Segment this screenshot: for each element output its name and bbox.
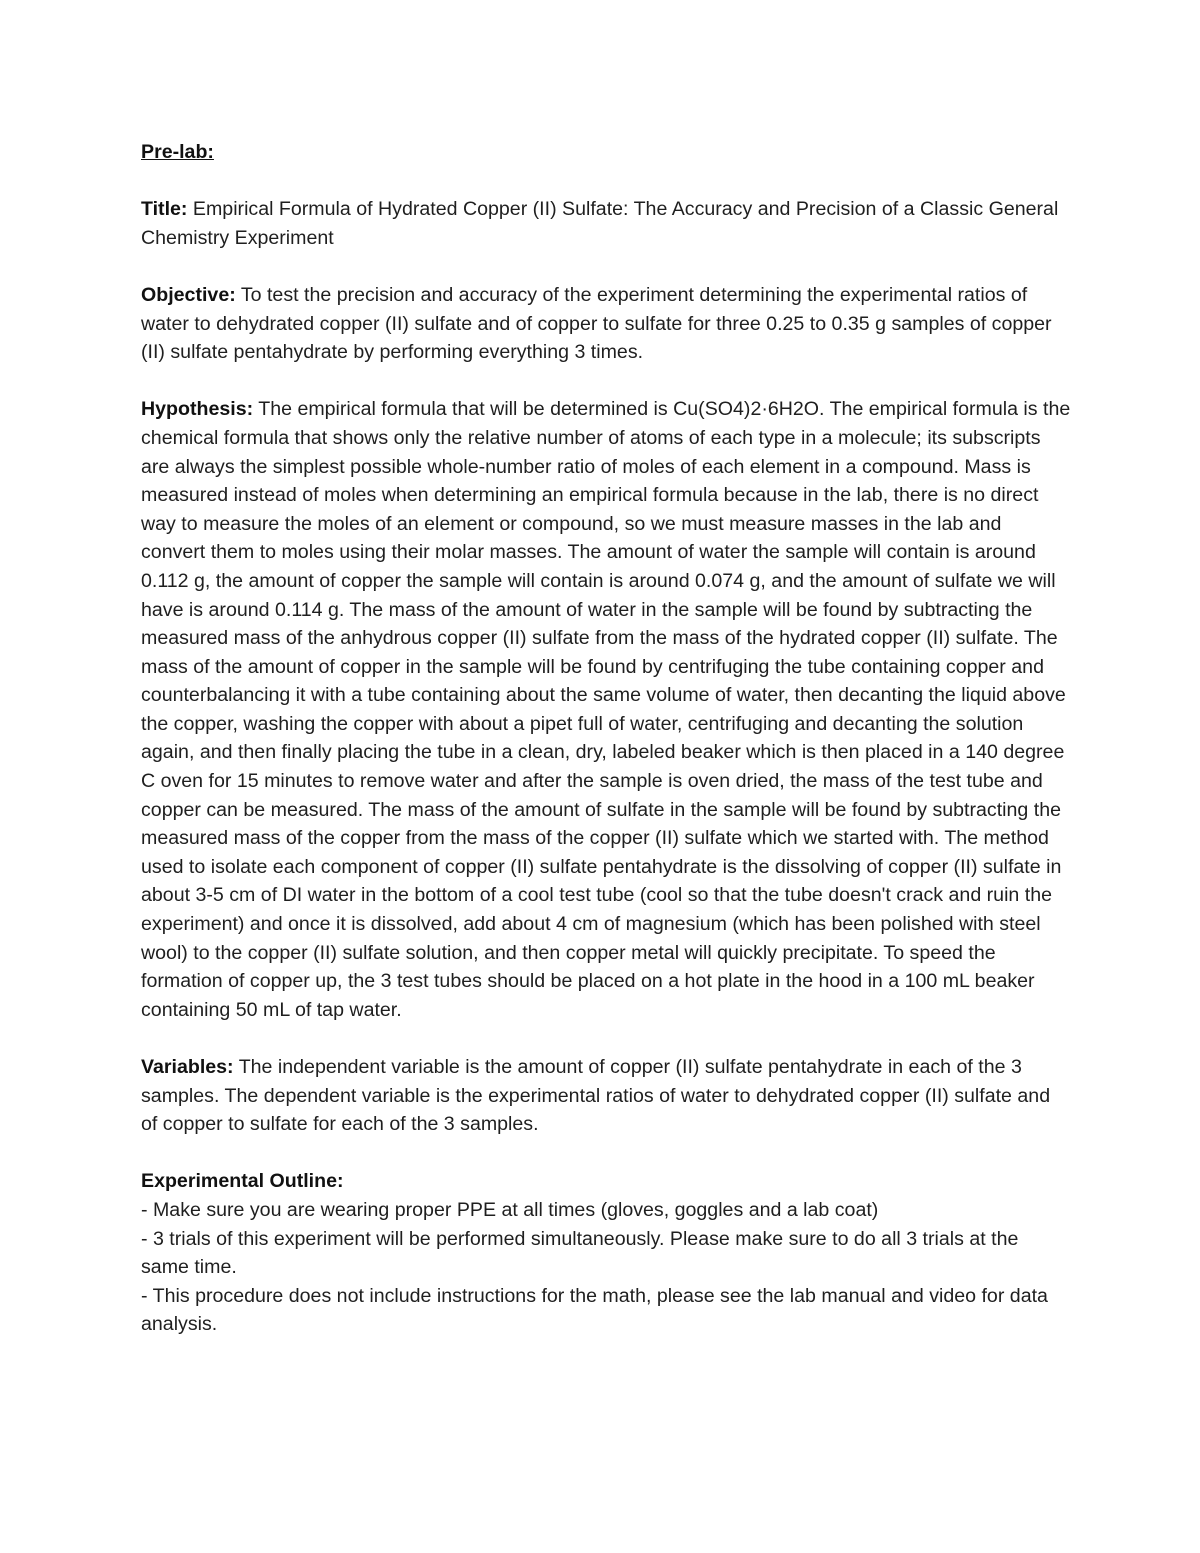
spacer [141, 1139, 1071, 1168]
objective-text: To test the precision and accuracy of the experiment determining the experimental ratios of water to dehydrated copper (II) sulfate and of copper to sulfate for three 0.25 to 0.35 g samples of copper (II) sulfate pentahydrate by performing everything 3 times. [141, 283, 1052, 364]
outline-item: - This procedure does not include instructions for the math, please see the lab manual and video for data analysis. [141, 1284, 1048, 1336]
variables-paragraph [141, 1053, 1071, 1139]
objective-label: Objective: [141, 283, 236, 306]
outline-item: - Make sure you are wearing proper PPE at all times (gloves, goggles and a lab coat) [141, 1198, 879, 1221]
spacer [141, 167, 1071, 196]
prelab-heading [141, 138, 1071, 167]
prelab-heading-text: Pre-lab: [141, 141, 214, 163]
hypothesis-paragraph [141, 395, 1071, 1024]
variables-text: The independent variable is the amount of copper (II) sulfate pentahydrate in each of the 3 samples. The dependent variable is the experimental ratios of water to dehydrated copper (II) sulfate and of copper to sulfate for each of the 3 samples. [141, 1056, 1051, 1136]
spacer [141, 252, 1071, 281]
hypothesis-text: The empirical formula that will be determined is Cu(SO4)2·6H2O. The empirical formula is the chemical formula that shows only the relative number of atoms of each type in a molecule; its subscripts are always the simplest possible whole-number ratio of moles of each element in a compound. Mass is measured instead of moles when determining an empirical formula because in the lab, there is no direct way to measure the moles of an element or compound, so we must measure masses in the lab and convert them to moles using their molar masses. The amount of water the sample will contain is around 0.112 g, the amount of copper the sample will contain is around 0.074 g, and the amount of sulfate we will have is around 0.114 g. The mass of the amount of water in the sample will be found by subtracting the measured mass of the anhydrous copper (II) sulfate from the mass of the hydrated copper (II) sulfate. The mass of the amount of copper in the sample will be found by centrifuging the tube containing copper and counterbalancing it with a tube containing about the same volume of water, then decanting the liquid above the copper, washing the copper with about a pipet full of water, centrifuging and decanting the solution again, and then finally placing the tube in a clean, dry, labeled beaker which is then placed in a 140 degree C oven for 15 minutes to remove water and after the sample is oven dried, the mass of the test tube and copper can be measured. The mass of the amount of sulfate in the sample will be found by subtracting the measured mass of the copper from the mass of the copper (II) sulfate which we started with. The method used to isolate each component of copper (II) sulfate pentahydrate is the dissolving of copper (II) sulfate in about 3-5 cm of DI water in the bottom of a cool test tube (cool so that the tube doesn't crack and ruin the experiment) and once it is dissolved, add about 4 cm of magnesium (which has been polished with steel wool) to the copper (II) sulfate solution, and then copper metal will quickly precipitate. To speed the formation of copper up, the 3 test tubes should be placed on a hot plate in the hood in a 100 mL beaker containing 50 mL of tap water. [141, 398, 1071, 1021]
outline-item: - 3 trials of this experiment will be performed simultaneously. Please make sure to do all 3 trials at the same time. [141, 1227, 1019, 1279]
title-text: Empirical Formula of Hydrated Copper (II) Sulfate: The Accuracy and Precision of a Classic General Chemistry Experiment [141, 198, 1059, 249]
outline-heading [141, 1167, 1071, 1196]
hypothesis-label: Hypothesis: [141, 398, 254, 421]
objective-paragraph [141, 281, 1071, 367]
spacer [141, 1024, 1071, 1053]
document-body [141, 138, 1071, 1339]
variables-label: Variables: [141, 1056, 234, 1078]
outline-label: Experimental Outline: [141, 1170, 344, 1193]
spacer [141, 367, 1071, 396]
title-paragraph [141, 195, 1071, 252]
title-label: Title: [141, 198, 188, 221]
